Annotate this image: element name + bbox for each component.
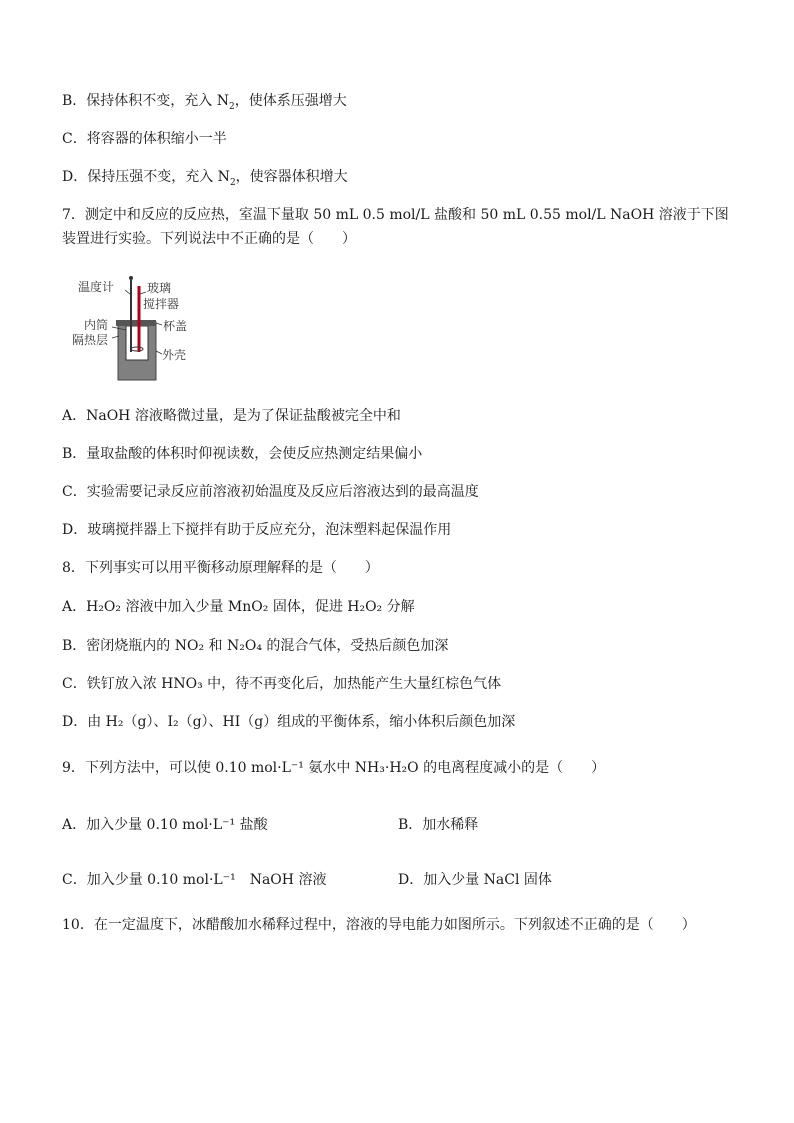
q6-option-d: D．保持压强不变，充入 $N_2$，使容器体积增大	[62, 169, 348, 188]
label-lid: 杯盖	[163, 319, 188, 333]
q7-stem: 7．测定中和反应的反应热，室温下量取 50 mL 0.5 mol/L 盐酸和 50 mL 0.55 mol/L NaOH 溶液于下图装置进行实验。下列说法中不正确的是（ ）	[62, 207, 729, 247]
q7-option-d: D．玻璃搅拌器上下搅拌有助于反应充分，泡沫塑料起保温作用	[62, 522, 452, 538]
label-glass: 玻璃	[147, 281, 172, 295]
calorimeter-diagram	[72, 272, 202, 384]
label-shell: 外壳	[162, 348, 187, 362]
q9-option-a: A．加入少量 0.10 mol·L⁻¹ 盐酸	[62, 817, 268, 833]
inner-cup	[126, 326, 148, 360]
q8-option-d: D．由 H₂（g）、I₂（g）、HI（g）组成的平衡体系，缩小体积后颜色加深	[62, 714, 516, 730]
cup-lid	[116, 320, 156, 326]
q8-stem: 8．下列事实可以用平衡移动原理解释的是（ ）	[62, 560, 379, 576]
calorimeter-figure	[72, 272, 202, 384]
q10-stem: 10．在一定温度下，冰醋酸加水稀释过程中，溶液的导电能力如图所示。下列叙述不正确的是（ ）	[62, 917, 696, 933]
q9-option-d: D．加入少量 NaCl 固体	[398, 872, 552, 888]
q8-option-b: B．密闭烧瓶内的 NO₂ 和 N₂O₄ 的混合气体，受热后颜色加深	[62, 638, 449, 654]
q8-option-c: C．铁钉放入浓 HNO₃ 中，待不再变化后，加热能产生大量红棕色气体	[62, 676, 502, 692]
label-thermometer: 温度计	[78, 280, 115, 294]
label-stirrer: 搅拌器	[143, 297, 180, 311]
q6-option-b: B．保持体积不变，充入 $N_2$，使体系压强增大	[62, 93, 347, 112]
q7-option-a: A．NaOH 溶液略微过量，是为了保证盐酸被完全中和	[62, 408, 401, 424]
q9-option-c: C．加入少量 0.10 mol·L⁻¹ NaOH 溶液	[62, 872, 327, 888]
label-inner: 内筒	[84, 318, 109, 332]
q9-stem: 9．下列方法中，可以使 0.10 mol·L⁻¹ 氨水中 NH₃·H₂O 的电离程度减小的是（ ）	[62, 760, 606, 776]
q6-option-c: C．将容器的体积缩小一半	[62, 131, 227, 147]
label-insulation: 隔热层	[72, 333, 109, 347]
q7-option-c: C．实验需要记录反应前溶液初始温度及反应后溶液达到的最高温度	[62, 484, 479, 500]
q7-option-b: B．量取盐酸的体积时仰视读数，会使反应热测定结果偏小	[62, 446, 423, 462]
q8-option-a: A．H₂O₂ 溶液中加入少量 MnO₂ 固体，促进 H₂O₂ 分解	[62, 599, 415, 615]
q9-option-b: B．加水稀释	[398, 817, 479, 833]
